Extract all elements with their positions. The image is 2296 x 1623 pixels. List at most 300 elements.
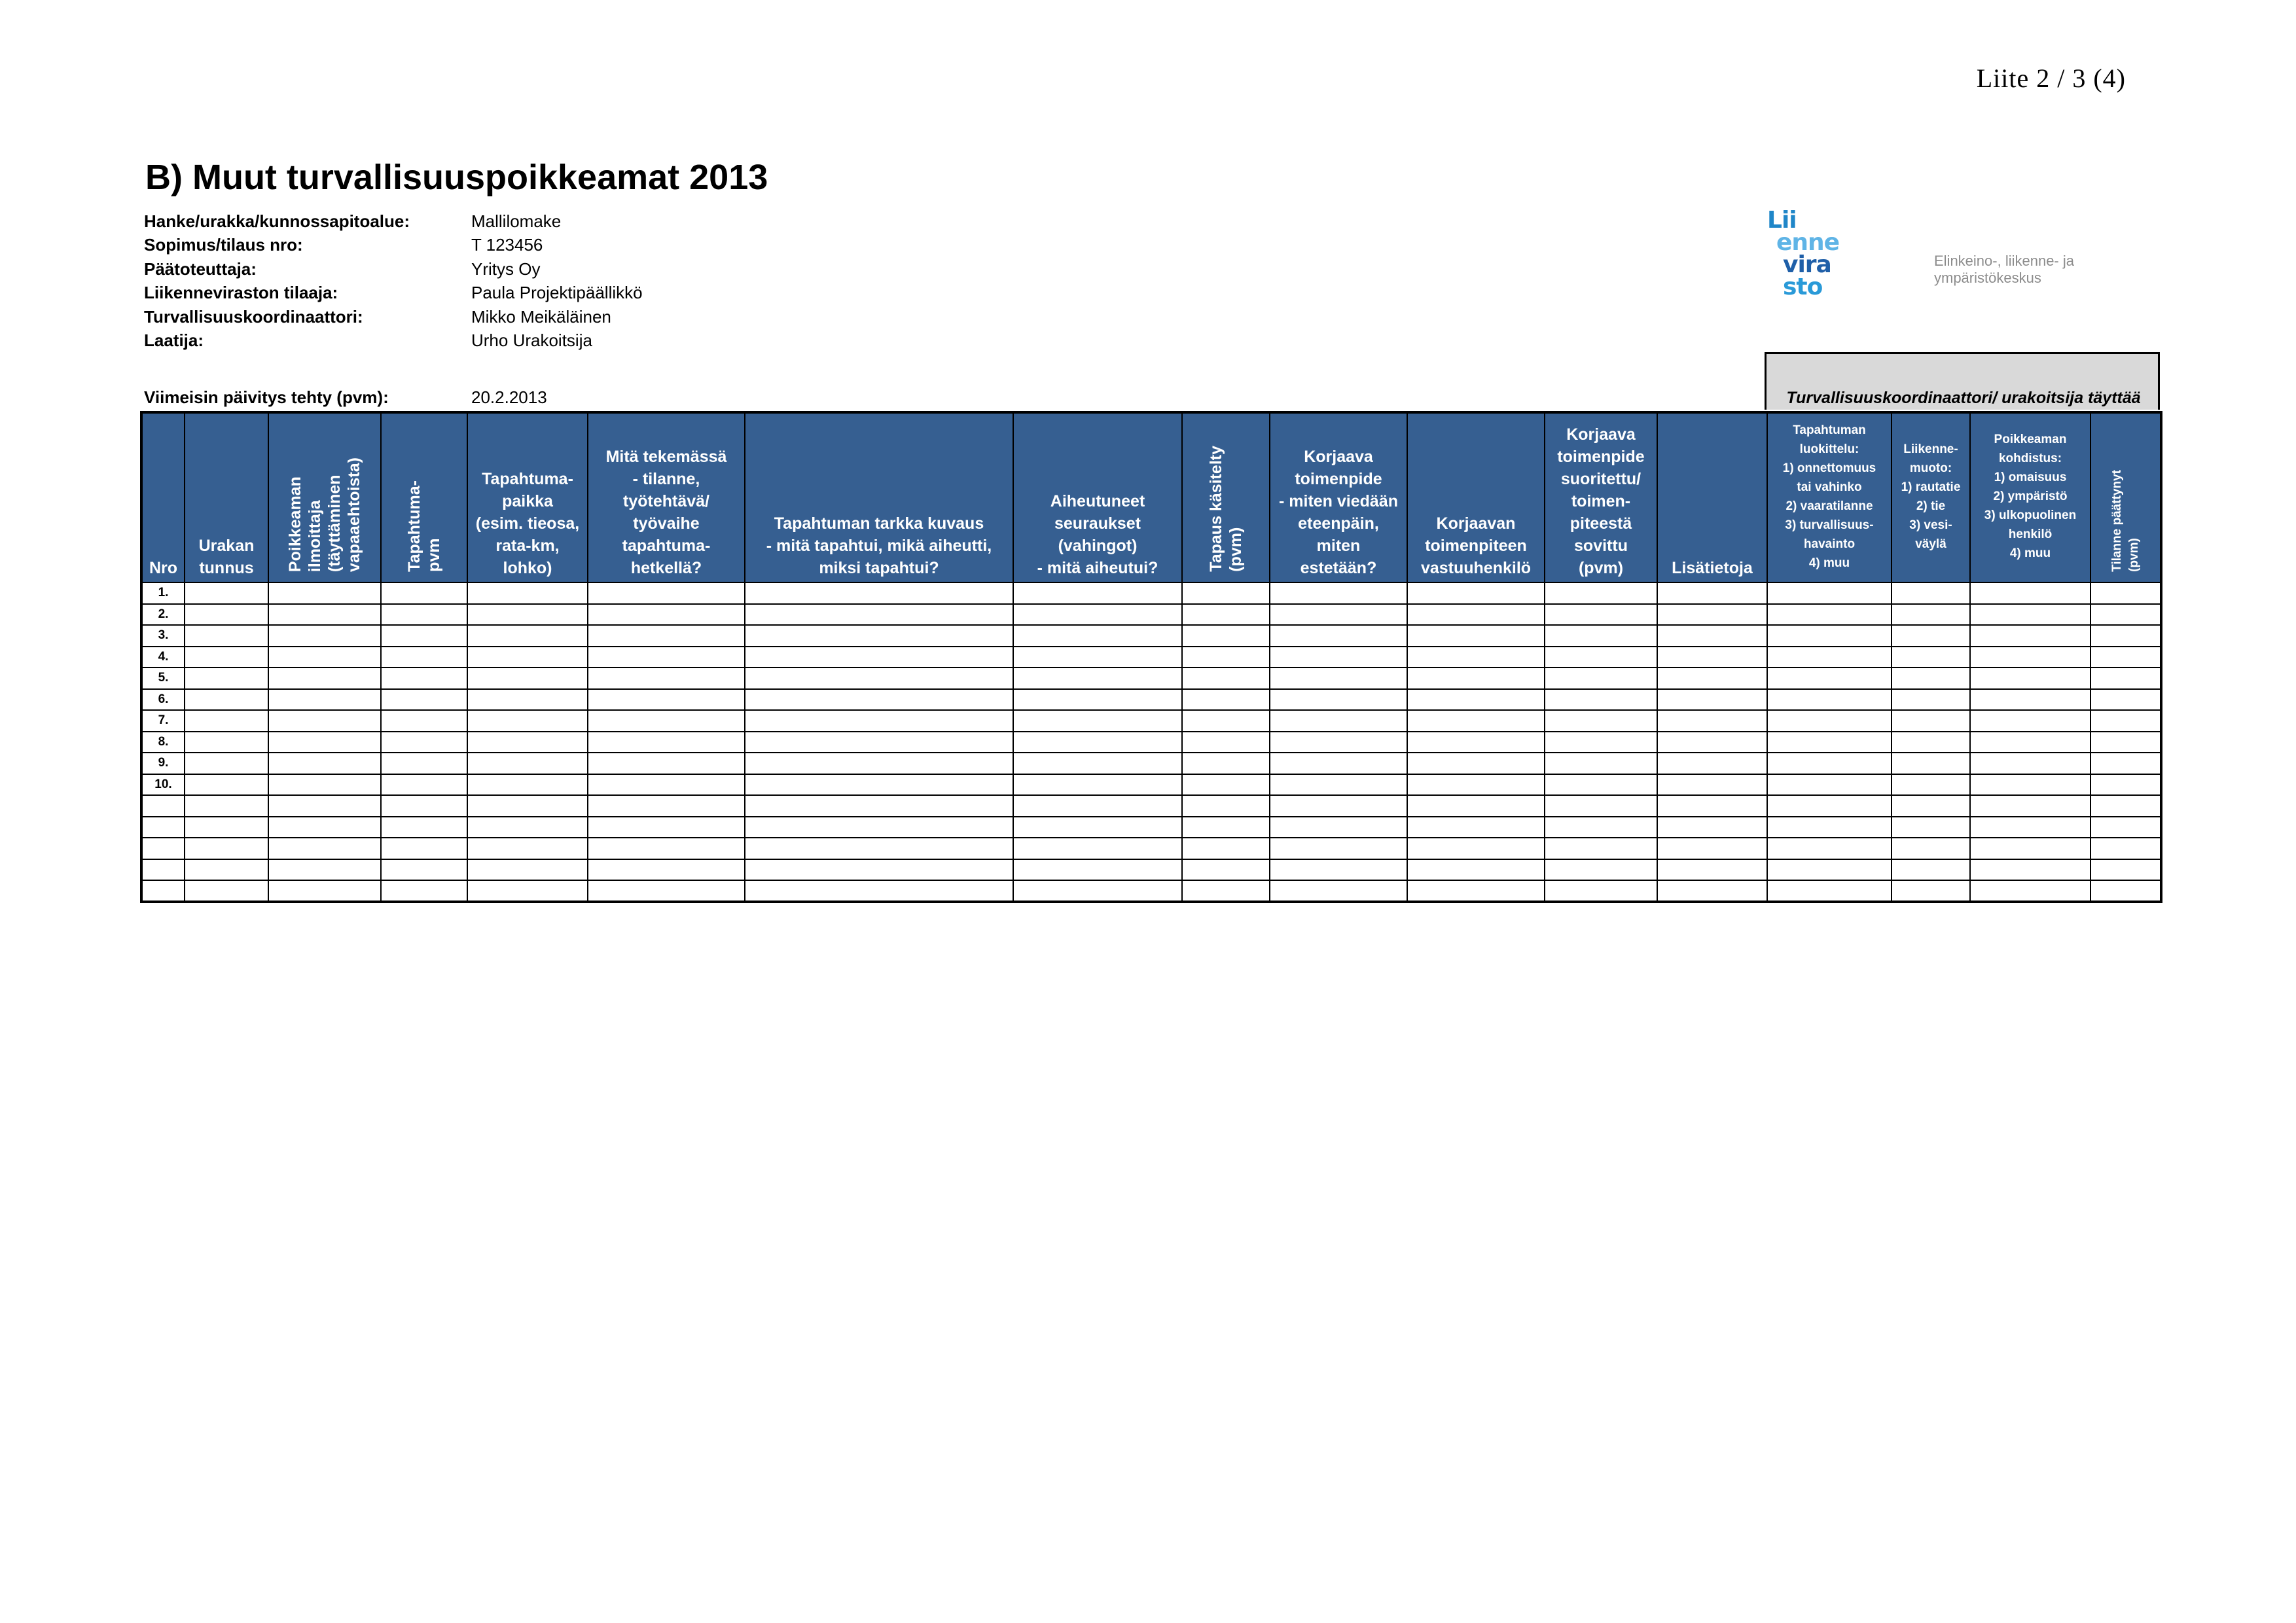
table-cell[interactable] <box>1407 689 1545 711</box>
table-cell[interactable] <box>1970 732 2090 753</box>
table-cell[interactable] <box>1270 838 1407 859</box>
logo-text: sto <box>1783 274 1823 300</box>
table-cell[interactable] <box>1013 753 1182 774</box>
table-cell[interactable] <box>1182 838 1270 859</box>
table-cell[interactable] <box>1407 795 1545 817</box>
liikennevirasto-logo <box>1767 209 1859 308</box>
table-cell[interactable] <box>2090 838 2161 859</box>
table-cell[interactable] <box>1767 753 1892 774</box>
table-cell[interactable] <box>1970 753 2090 774</box>
table-cell[interactable] <box>381 732 467 753</box>
table-cell[interactable] <box>1767 880 1892 902</box>
table-cell[interactable] <box>1270 795 1407 817</box>
table-cell[interactable] <box>268 753 381 774</box>
row-number-cell: 2. <box>141 604 185 626</box>
table-cell[interactable] <box>268 880 381 902</box>
table-cell[interactable] <box>1013 582 1182 604</box>
table-cell[interactable] <box>588 732 745 753</box>
table-cell[interactable] <box>1407 710 1545 732</box>
meta-row-project <box>144 209 643 234</box>
table-cell[interactable] <box>185 668 268 689</box>
table-cell[interactable] <box>1892 582 1970 604</box>
table-cell[interactable] <box>185 625 268 647</box>
table-cell[interactable] <box>268 689 381 711</box>
table-cell[interactable] <box>1545 753 1657 774</box>
table-cell[interactable] <box>1013 668 1182 689</box>
meta-label: Turvallisuuskoordinaattori: <box>144 306 363 327</box>
table-cell[interactable] <box>588 817 745 838</box>
table-cell[interactable] <box>745 753 1013 774</box>
table-cell[interactable] <box>1767 732 1892 753</box>
table-cell[interactable] <box>381 710 467 732</box>
table-cell[interactable] <box>467 817 588 838</box>
table-cell[interactable] <box>1970 689 2090 711</box>
meta-label: Hanke/urakka/kunnossapitoalue: <box>144 211 410 231</box>
table-cell[interactable] <box>1657 774 1767 796</box>
table-cell[interactable] <box>1013 859 1182 881</box>
table-cell[interactable] <box>588 880 745 902</box>
table-cell[interactable] <box>745 838 1013 859</box>
incident-table <box>140 411 2162 903</box>
table-cell[interactable] <box>1892 647 1970 668</box>
table-cell[interactable] <box>1545 689 1657 711</box>
table-cell[interactable] <box>2090 582 2161 604</box>
table-row <box>141 753 2161 774</box>
table-cell[interactable] <box>1892 774 1970 796</box>
table-row <box>141 880 2161 902</box>
table-cell[interactable] <box>1767 647 1892 668</box>
table-cell[interactable] <box>1407 732 1545 753</box>
table-cell[interactable] <box>1270 668 1407 689</box>
table-cell[interactable] <box>381 838 467 859</box>
table-cell[interactable] <box>467 753 588 774</box>
project-info <box>144 209 643 353</box>
table-cell[interactable] <box>1182 710 1270 732</box>
table-cell[interactable] <box>1545 625 1657 647</box>
column-header-kasitelty <box>1182 412 1270 582</box>
row-number-cell: 1. <box>141 582 185 604</box>
table-cell[interactable] <box>1892 753 1970 774</box>
table-cell[interactable] <box>745 668 1013 689</box>
table-cell[interactable] <box>1407 859 1545 881</box>
table-cell[interactable] <box>2090 604 2161 626</box>
logo-text: enne <box>1776 229 1840 256</box>
table-cell[interactable] <box>1970 668 2090 689</box>
table-cell[interactable] <box>2090 880 2161 902</box>
table-cell[interactable] <box>1970 774 2090 796</box>
table-cell[interactable] <box>1767 795 1892 817</box>
table-cell[interactable] <box>381 774 467 796</box>
table-cell[interactable] <box>2090 859 2161 881</box>
table-body <box>141 582 2161 902</box>
table-cell[interactable] <box>588 689 745 711</box>
table-cell[interactable] <box>1767 710 1892 732</box>
table-cell[interactable] <box>745 774 1013 796</box>
meta-value: Yritys Oy <box>471 259 541 279</box>
meta-label: Päätoteuttaja: <box>144 259 257 279</box>
column-header-seuraukset: Aiheutuneet seuraukset (vahingot) - mitä aiheutui? <box>1013 412 1182 582</box>
meta-row-author <box>144 329 643 353</box>
table-cell[interactable] <box>467 880 588 902</box>
column-header-lisatietoja: Lisätietoja <box>1657 412 1767 582</box>
table-cell[interactable] <box>2090 689 2161 711</box>
table-cell[interactable] <box>185 604 268 626</box>
table-cell[interactable] <box>1892 668 1970 689</box>
table-cell[interactable] <box>268 625 381 647</box>
table-row <box>141 838 2161 859</box>
table-cell[interactable] <box>1182 647 1270 668</box>
table-cell[interactable] <box>745 604 1013 626</box>
row-number-cell: 10. <box>141 774 185 796</box>
table-cell[interactable] <box>1013 795 1182 817</box>
table-cell[interactable] <box>1657 753 1767 774</box>
table-row <box>141 582 2161 604</box>
table-cell[interactable] <box>185 647 268 668</box>
table-cell[interactable] <box>1970 817 2090 838</box>
table-cell[interactable] <box>2090 710 2161 732</box>
table-cell[interactable] <box>1182 753 1270 774</box>
table-cell[interactable] <box>1657 732 1767 753</box>
table-cell[interactable] <box>1657 817 1767 838</box>
table-cell[interactable] <box>588 710 745 732</box>
meta-row-client <box>144 281 643 306</box>
row-number-cell: 5. <box>141 668 185 689</box>
meta-label: Liikenneviraston tilaaja: <box>144 283 338 303</box>
table-cell[interactable] <box>1182 625 1270 647</box>
table-cell[interactable] <box>381 625 467 647</box>
column-header-paattynyt <box>2090 412 2161 582</box>
column-header-text: Tilanne päättynyt (pvm) <box>2109 470 2141 572</box>
meta-row-coordinator <box>144 305 643 329</box>
table-cell[interactable] <box>1013 838 1182 859</box>
table-cell[interactable] <box>268 710 381 732</box>
table-cell[interactable] <box>1407 625 1545 647</box>
table-cell[interactable] <box>1270 859 1407 881</box>
table-cell[interactable] <box>1545 838 1657 859</box>
table-cell[interactable] <box>1407 753 1545 774</box>
row-number-cell: 9. <box>141 753 185 774</box>
column-header-nro: Nro <box>141 412 185 582</box>
table-cell[interactable] <box>2090 817 2161 838</box>
table-cell[interactable] <box>467 604 588 626</box>
table-cell[interactable] <box>1270 732 1407 753</box>
table-cell[interactable] <box>1270 689 1407 711</box>
table-cell[interactable] <box>2090 732 2161 753</box>
table-cell[interactable] <box>381 817 467 838</box>
table-cell[interactable] <box>1657 710 1767 732</box>
table-cell[interactable] <box>1767 668 1892 689</box>
table-cell[interactable] <box>588 582 745 604</box>
table-cell[interactable] <box>1545 582 1657 604</box>
table-cell[interactable] <box>1407 582 1545 604</box>
table-cell[interactable] <box>467 732 588 753</box>
table-cell[interactable] <box>1013 604 1182 626</box>
table-cell[interactable] <box>745 647 1013 668</box>
table-cell[interactable] <box>1013 647 1182 668</box>
table-cell[interactable] <box>185 795 268 817</box>
table-cell[interactable] <box>1545 732 1657 753</box>
table-cell[interactable] <box>1545 647 1657 668</box>
table-cell[interactable] <box>268 838 381 859</box>
table-cell[interactable] <box>1892 710 1970 732</box>
table-cell[interactable] <box>268 582 381 604</box>
table-cell[interactable] <box>268 604 381 626</box>
row-number-cell: 7. <box>141 710 185 732</box>
table-row <box>141 647 2161 668</box>
table-cell[interactable] <box>588 774 745 796</box>
table-cell[interactable] <box>381 604 467 626</box>
table-cell[interactable] <box>745 625 1013 647</box>
table-cell[interactable] <box>1407 604 1545 626</box>
table-cell[interactable] <box>588 753 745 774</box>
table-cell[interactable] <box>1657 668 1767 689</box>
table-cell[interactable] <box>1407 647 1545 668</box>
table-cell[interactable] <box>1545 604 1657 626</box>
table-cell[interactable] <box>1892 732 1970 753</box>
table-cell[interactable] <box>588 668 745 689</box>
table-cell[interactable] <box>185 582 268 604</box>
table-cell[interactable] <box>1182 604 1270 626</box>
table-cell[interactable] <box>2090 647 2161 668</box>
column-header-suoritettu: Korjaava toimenpide suoritettu/ toimen- piteestä sovittu (pvm) <box>1545 412 1657 582</box>
table-cell[interactable] <box>1545 774 1657 796</box>
table-cell[interactable] <box>268 668 381 689</box>
table-cell[interactable] <box>1970 838 2090 859</box>
table-cell[interactable] <box>588 859 745 881</box>
table-cell[interactable] <box>1270 647 1407 668</box>
table-cell[interactable] <box>1182 689 1270 711</box>
table-cell[interactable] <box>1545 668 1657 689</box>
table-cell[interactable] <box>268 817 381 838</box>
table-cell[interactable] <box>1270 582 1407 604</box>
table-cell[interactable] <box>1545 710 1657 732</box>
table-cell[interactable] <box>745 795 1013 817</box>
table-cell[interactable] <box>1407 817 1545 838</box>
column-header-text: Tapaus käsitelty (pvm) <box>1207 446 1245 572</box>
table-cell[interactable] <box>1970 710 2090 732</box>
table-cell[interactable] <box>1013 774 1182 796</box>
table-cell[interactable] <box>745 710 1013 732</box>
table-cell[interactable] <box>1892 859 1970 881</box>
table-cell[interactable] <box>467 647 588 668</box>
table-cell[interactable] <box>1013 710 1182 732</box>
table-cell[interactable] <box>745 880 1013 902</box>
row-number-cell: 8. <box>141 732 185 753</box>
table-cell[interactable] <box>185 880 268 902</box>
table-cell[interactable] <box>588 795 745 817</box>
table-cell[interactable] <box>745 689 1013 711</box>
table-cell[interactable] <box>467 859 588 881</box>
table-cell[interactable] <box>1970 625 2090 647</box>
table-cell[interactable] <box>268 647 381 668</box>
meta-value: Paula Projektipäällikkö <box>471 283 643 303</box>
table-cell[interactable] <box>268 795 381 817</box>
table-cell[interactable] <box>1270 817 1407 838</box>
table-cell[interactable] <box>1013 817 1182 838</box>
table-cell[interactable] <box>1892 604 1970 626</box>
meta-row-contract <box>144 234 643 258</box>
table-cell[interactable] <box>1970 859 2090 881</box>
meta-value: Mallilomake <box>471 211 562 231</box>
table-cell[interactable] <box>1892 625 1970 647</box>
table-cell[interactable] <box>467 582 588 604</box>
table-cell[interactable] <box>1182 880 1270 902</box>
table-cell[interactable] <box>1767 774 1892 796</box>
table-cell[interactable] <box>467 838 588 859</box>
table-cell[interactable] <box>381 647 467 668</box>
table-cell[interactable] <box>1657 880 1767 902</box>
table-cell[interactable] <box>381 668 467 689</box>
row-number-cell <box>141 880 185 902</box>
table-cell[interactable] <box>2090 774 2161 796</box>
table-cell[interactable] <box>1892 817 1970 838</box>
table-cell[interactable] <box>1657 689 1767 711</box>
table-cell[interactable] <box>1892 880 1970 902</box>
table-cell[interactable] <box>1270 880 1407 902</box>
table-cell[interactable] <box>1545 880 1657 902</box>
table-row <box>141 732 2161 753</box>
table-cell[interactable] <box>2090 795 2161 817</box>
table-cell[interactable] <box>1970 880 2090 902</box>
table-cell[interactable] <box>1182 774 1270 796</box>
column-header-liikennemuoto: Liikenne- muoto: 1) rautatie 2) tie 3) vesi- väylä <box>1892 412 1970 582</box>
table-cell[interactable] <box>1270 604 1407 626</box>
table-cell[interactable] <box>1767 817 1892 838</box>
last-updated <box>144 387 547 408</box>
row-number-cell: 6. <box>141 689 185 711</box>
table-cell[interactable] <box>1270 753 1407 774</box>
coordinator-section-label: Turvallisuuskoordinaattori/ urakoitsija täyttää <box>1786 389 2141 407</box>
table-cell[interactable] <box>1182 817 1270 838</box>
table-row <box>141 859 2161 881</box>
table-cell[interactable] <box>2090 753 2161 774</box>
table-cell[interactable] <box>1407 880 1545 902</box>
table-cell[interactable] <box>268 774 381 796</box>
column-header-korjaava-toimenpide: Korjaava toimenpide - miten viedään eteenpäin, miten estetään? <box>1270 412 1407 582</box>
table-cell[interactable] <box>185 689 268 711</box>
table-cell[interactable] <box>745 582 1013 604</box>
table-cell[interactable] <box>1657 604 1767 626</box>
table-cell[interactable] <box>745 859 1013 881</box>
logo-text: Lii <box>1767 207 1797 234</box>
table-cell[interactable] <box>1657 795 1767 817</box>
table-cell[interactable] <box>1182 582 1270 604</box>
table-cell[interactable] <box>268 859 381 881</box>
table-cell[interactable] <box>1182 795 1270 817</box>
table-cell[interactable] <box>185 817 268 838</box>
table-cell[interactable] <box>588 625 745 647</box>
table-cell[interactable] <box>588 838 745 859</box>
table-cell[interactable] <box>185 753 268 774</box>
table-cell[interactable] <box>381 795 467 817</box>
table-cell[interactable] <box>1013 732 1182 753</box>
table-cell[interactable] <box>1545 817 1657 838</box>
table-cell[interactable] <box>588 647 745 668</box>
table-cell[interactable] <box>1970 795 2090 817</box>
table-cell[interactable] <box>1270 774 1407 796</box>
table-cell[interactable] <box>467 689 588 711</box>
table-cell[interactable] <box>1892 795 1970 817</box>
table-cell[interactable] <box>1407 774 1545 796</box>
table-cell[interactable] <box>1013 625 1182 647</box>
table-cell[interactable] <box>745 732 1013 753</box>
table-cell[interactable] <box>381 859 467 881</box>
table-cell[interactable] <box>1970 582 2090 604</box>
table-cell[interactable] <box>1182 668 1270 689</box>
table-cell[interactable] <box>1767 838 1892 859</box>
table-cell[interactable] <box>1545 859 1657 881</box>
logo-text: Elinkeino-, liikenne- ja <box>1934 253 2074 269</box>
table-cell[interactable] <box>185 774 268 796</box>
meta-value: Mikko Meikäläinen <box>471 306 611 327</box>
table-cell[interactable] <box>588 604 745 626</box>
column-header-tapahtuma-pvm <box>381 412 467 582</box>
table-cell[interactable] <box>1767 859 1892 881</box>
table-cell[interactable] <box>381 689 467 711</box>
table-cell[interactable] <box>1407 838 1545 859</box>
table-cell[interactable] <box>381 880 467 902</box>
table-cell[interactable] <box>1767 689 1892 711</box>
logo-text: vira <box>1783 251 1831 278</box>
table-cell[interactable] <box>1657 582 1767 604</box>
table-cell[interactable] <box>2090 625 2161 647</box>
table-cell[interactable] <box>185 859 268 881</box>
row-number-cell: 4. <box>141 647 185 668</box>
table-cell[interactable] <box>1892 689 1970 711</box>
table-cell[interactable] <box>268 732 381 753</box>
table-cell[interactable] <box>1767 582 1892 604</box>
row-number-cell <box>141 859 185 881</box>
table-cell[interactable] <box>1970 647 2090 668</box>
table-cell[interactable] <box>467 625 588 647</box>
table-cell[interactable] <box>185 732 268 753</box>
table-row <box>141 604 2161 626</box>
table-cell[interactable] <box>1767 625 1892 647</box>
table-cell[interactable] <box>1270 710 1407 732</box>
table-cell[interactable] <box>1657 859 1767 881</box>
table-cell[interactable] <box>467 795 588 817</box>
column-header-kuvaus: Tapahtuman tarkka kuvaus - mitä tapahtui, mikä aiheutti, miksi tapahtui? <box>745 412 1013 582</box>
table-cell[interactable] <box>467 710 588 732</box>
table-cell[interactable] <box>381 753 467 774</box>
table-cell[interactable] <box>1182 859 1270 881</box>
table-cell[interactable] <box>467 668 588 689</box>
table-row <box>141 774 2161 796</box>
table-cell[interactable] <box>1657 838 1767 859</box>
table-cell[interactable] <box>1013 689 1182 711</box>
table-cell[interactable] <box>2090 668 2161 689</box>
table-cell[interactable] <box>1407 668 1545 689</box>
table-cell[interactable] <box>1970 604 2090 626</box>
column-header-urakan-tunnus: Urakan tunnus <box>185 412 268 582</box>
table-cell[interactable] <box>1545 795 1657 817</box>
table-cell[interactable] <box>1657 625 1767 647</box>
table-cell[interactable] <box>1767 604 1892 626</box>
row-number-cell <box>141 838 185 859</box>
table-cell[interactable] <box>1270 625 1407 647</box>
table-cell[interactable] <box>185 838 268 859</box>
table-cell[interactable] <box>1182 732 1270 753</box>
logo-text: ympäristökeskus <box>1934 270 2041 286</box>
table-cell[interactable] <box>1657 647 1767 668</box>
table-cell[interactable] <box>381 582 467 604</box>
table-cell[interactable] <box>745 817 1013 838</box>
table-cell[interactable] <box>1892 838 1970 859</box>
table-cell[interactable] <box>467 774 588 796</box>
table-cell[interactable] <box>185 710 268 732</box>
table-cell[interactable] <box>1013 880 1182 902</box>
table-row <box>141 689 2161 711</box>
